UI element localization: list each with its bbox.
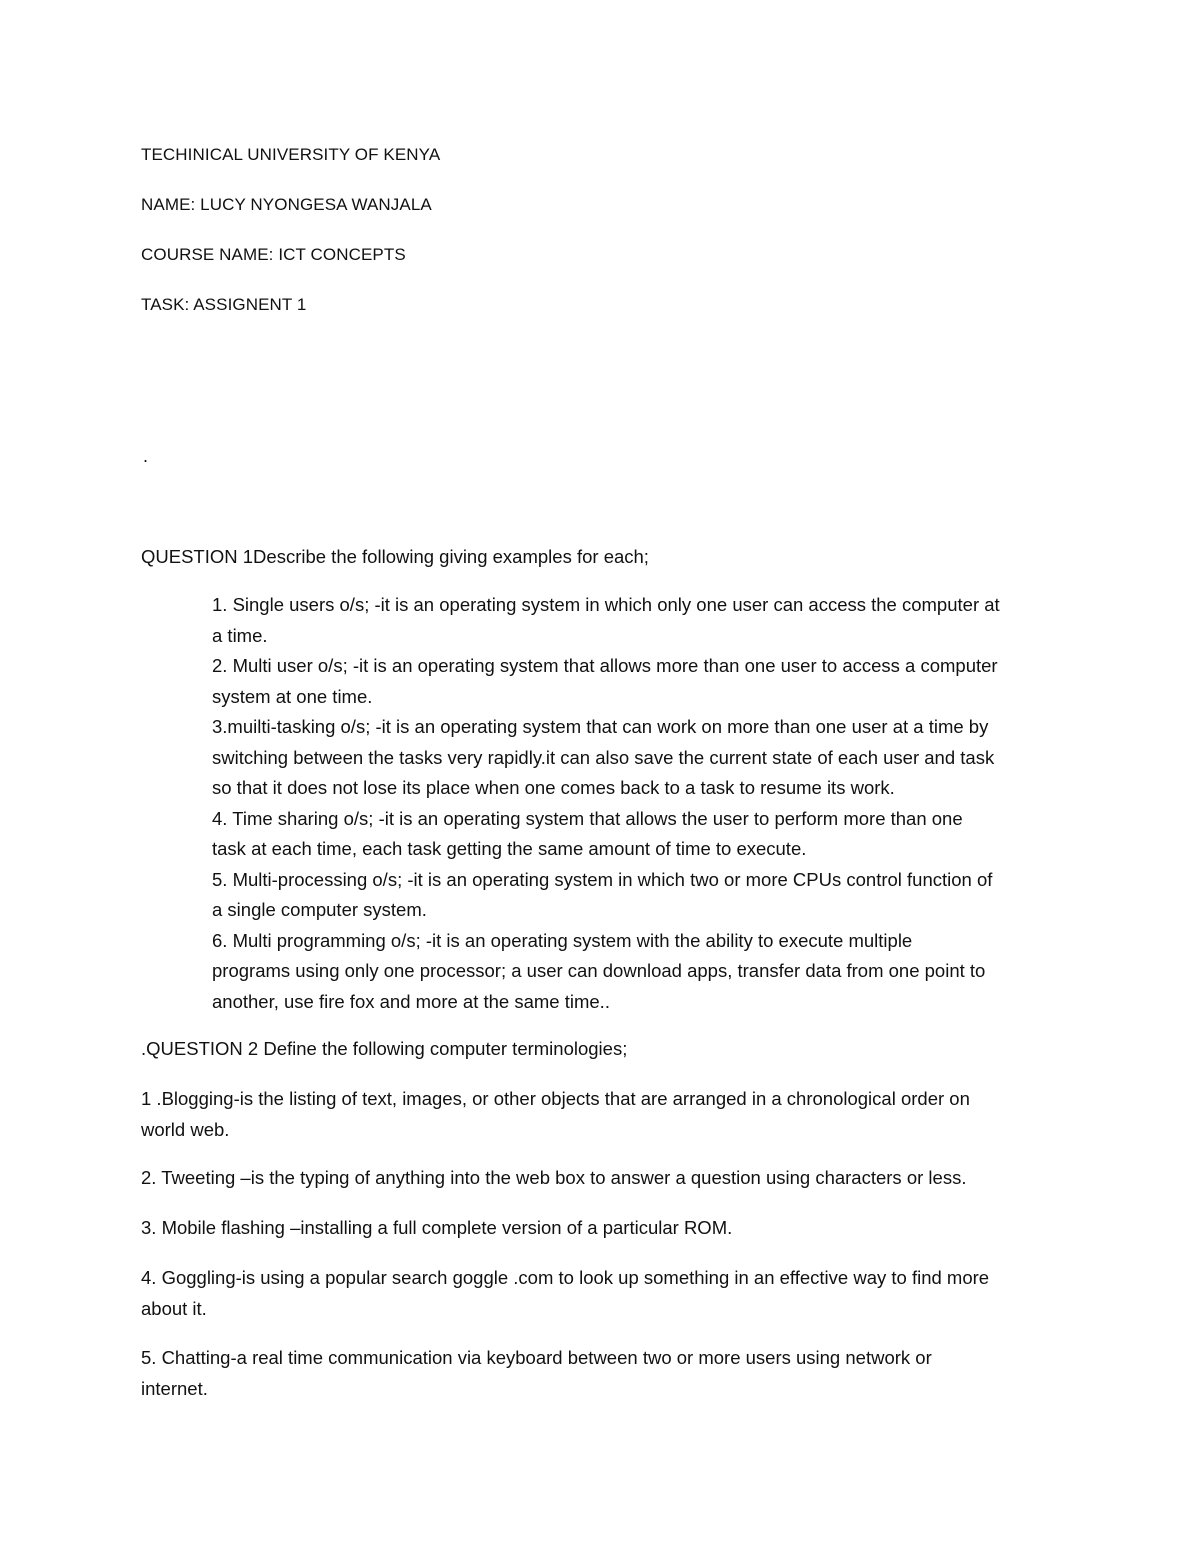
list-item (212, 865, 1000, 926)
list-item-line: a time. (212, 624, 268, 646)
list-item-line: 1. Single users o/s; -it is an operating system in which only one user can access the computer at (212, 594, 1000, 615)
question-1-heading: QUESTION 1Describe the following giving examples for each; (141, 546, 649, 567)
definition-item-tweeting (141, 1163, 966, 1194)
definition-line: 2. Tweeting –is the typing of anything into the web box to answer a question using characters or less. (141, 1167, 967, 1188)
list-item-line: 6. Multi programming o/s; -it is an operating system with the ability to execute multiple (212, 929, 913, 951)
definition-line: 3. Mobile flashing –installing a full complete version of a particular ROM. (141, 1217, 733, 1238)
list-item-line: 2. Multi user o/s; -it is an operating system that allows more than one user to access a computer (212, 655, 998, 676)
list-item (212, 590, 1000, 651)
task-line: TASK: ASSIGNENT 1 (141, 295, 307, 314)
definition-line: internet. (141, 1377, 208, 1399)
definition-line: 1 .Blogging-is the listing of text, images, or other objects that are arranged in a chronological order on (141, 1088, 970, 1109)
list-item-line: 5. Multi-processing o/s; -it is an operating system in which two or more CPUs control function of (212, 868, 993, 890)
definition-line: about it. (141, 1297, 207, 1319)
definition-item-mobile-flashing (141, 1213, 732, 1244)
definition-item-goggling (141, 1263, 989, 1324)
list-item-line: so that it does not lose its place when one comes back to a task to resume its work. (212, 777, 895, 798)
student-name-line: NAME: LUCY NYONGESA WANJALA (141, 195, 432, 214)
definition-item-blogging (141, 1084, 970, 1145)
list-item-line: 4. Time sharing o/s; -it is an operating system that allows the user to perform more than one (212, 807, 963, 829)
list-item-line: programs using only one processor; a user can download apps, transfer data from one point to (212, 960, 986, 981)
separator-dot: . (143, 446, 149, 466)
list-item-line: another, use fire fox and more at the same time.. (212, 990, 610, 1012)
list-item (212, 712, 1000, 804)
list-item-line: 3.muilti-tasking o/s; -it is an operating system that can work on more than one user at a time by (212, 716, 989, 737)
list-item-line: switching between the tasks very rapidly.it can also save the current state of each user and task (212, 746, 995, 768)
definition-item-chatting (141, 1343, 932, 1404)
list-item (212, 804, 1000, 865)
question-2-heading: .QUESTION 2 Define the following computer terminologies; (141, 1038, 628, 1059)
list-item-line: system at one time. (212, 685, 373, 707)
institution-line: TECHINICAL UNIVERSITY OF KENYA (141, 145, 441, 164)
list-item-line: task at each time, each task getting the same amount of time to execute. (212, 838, 807, 859)
definition-line: world web. (141, 1118, 230, 1140)
definition-line: 4. Goggling-is using a popular search goggle .com to look up something in an effective way to find more (141, 1267, 990, 1288)
list-item (212, 926, 1000, 1018)
list-item-line: a single computer system. (212, 899, 427, 920)
list-item (212, 651, 1000, 712)
definition-line: 5. Chatting-a real time communication via keyboard between two or more users using network or (141, 1347, 932, 1368)
question-1-list (212, 590, 1000, 1017)
course-name-line: COURSE NAME: ICT CONCEPTS (141, 245, 406, 264)
